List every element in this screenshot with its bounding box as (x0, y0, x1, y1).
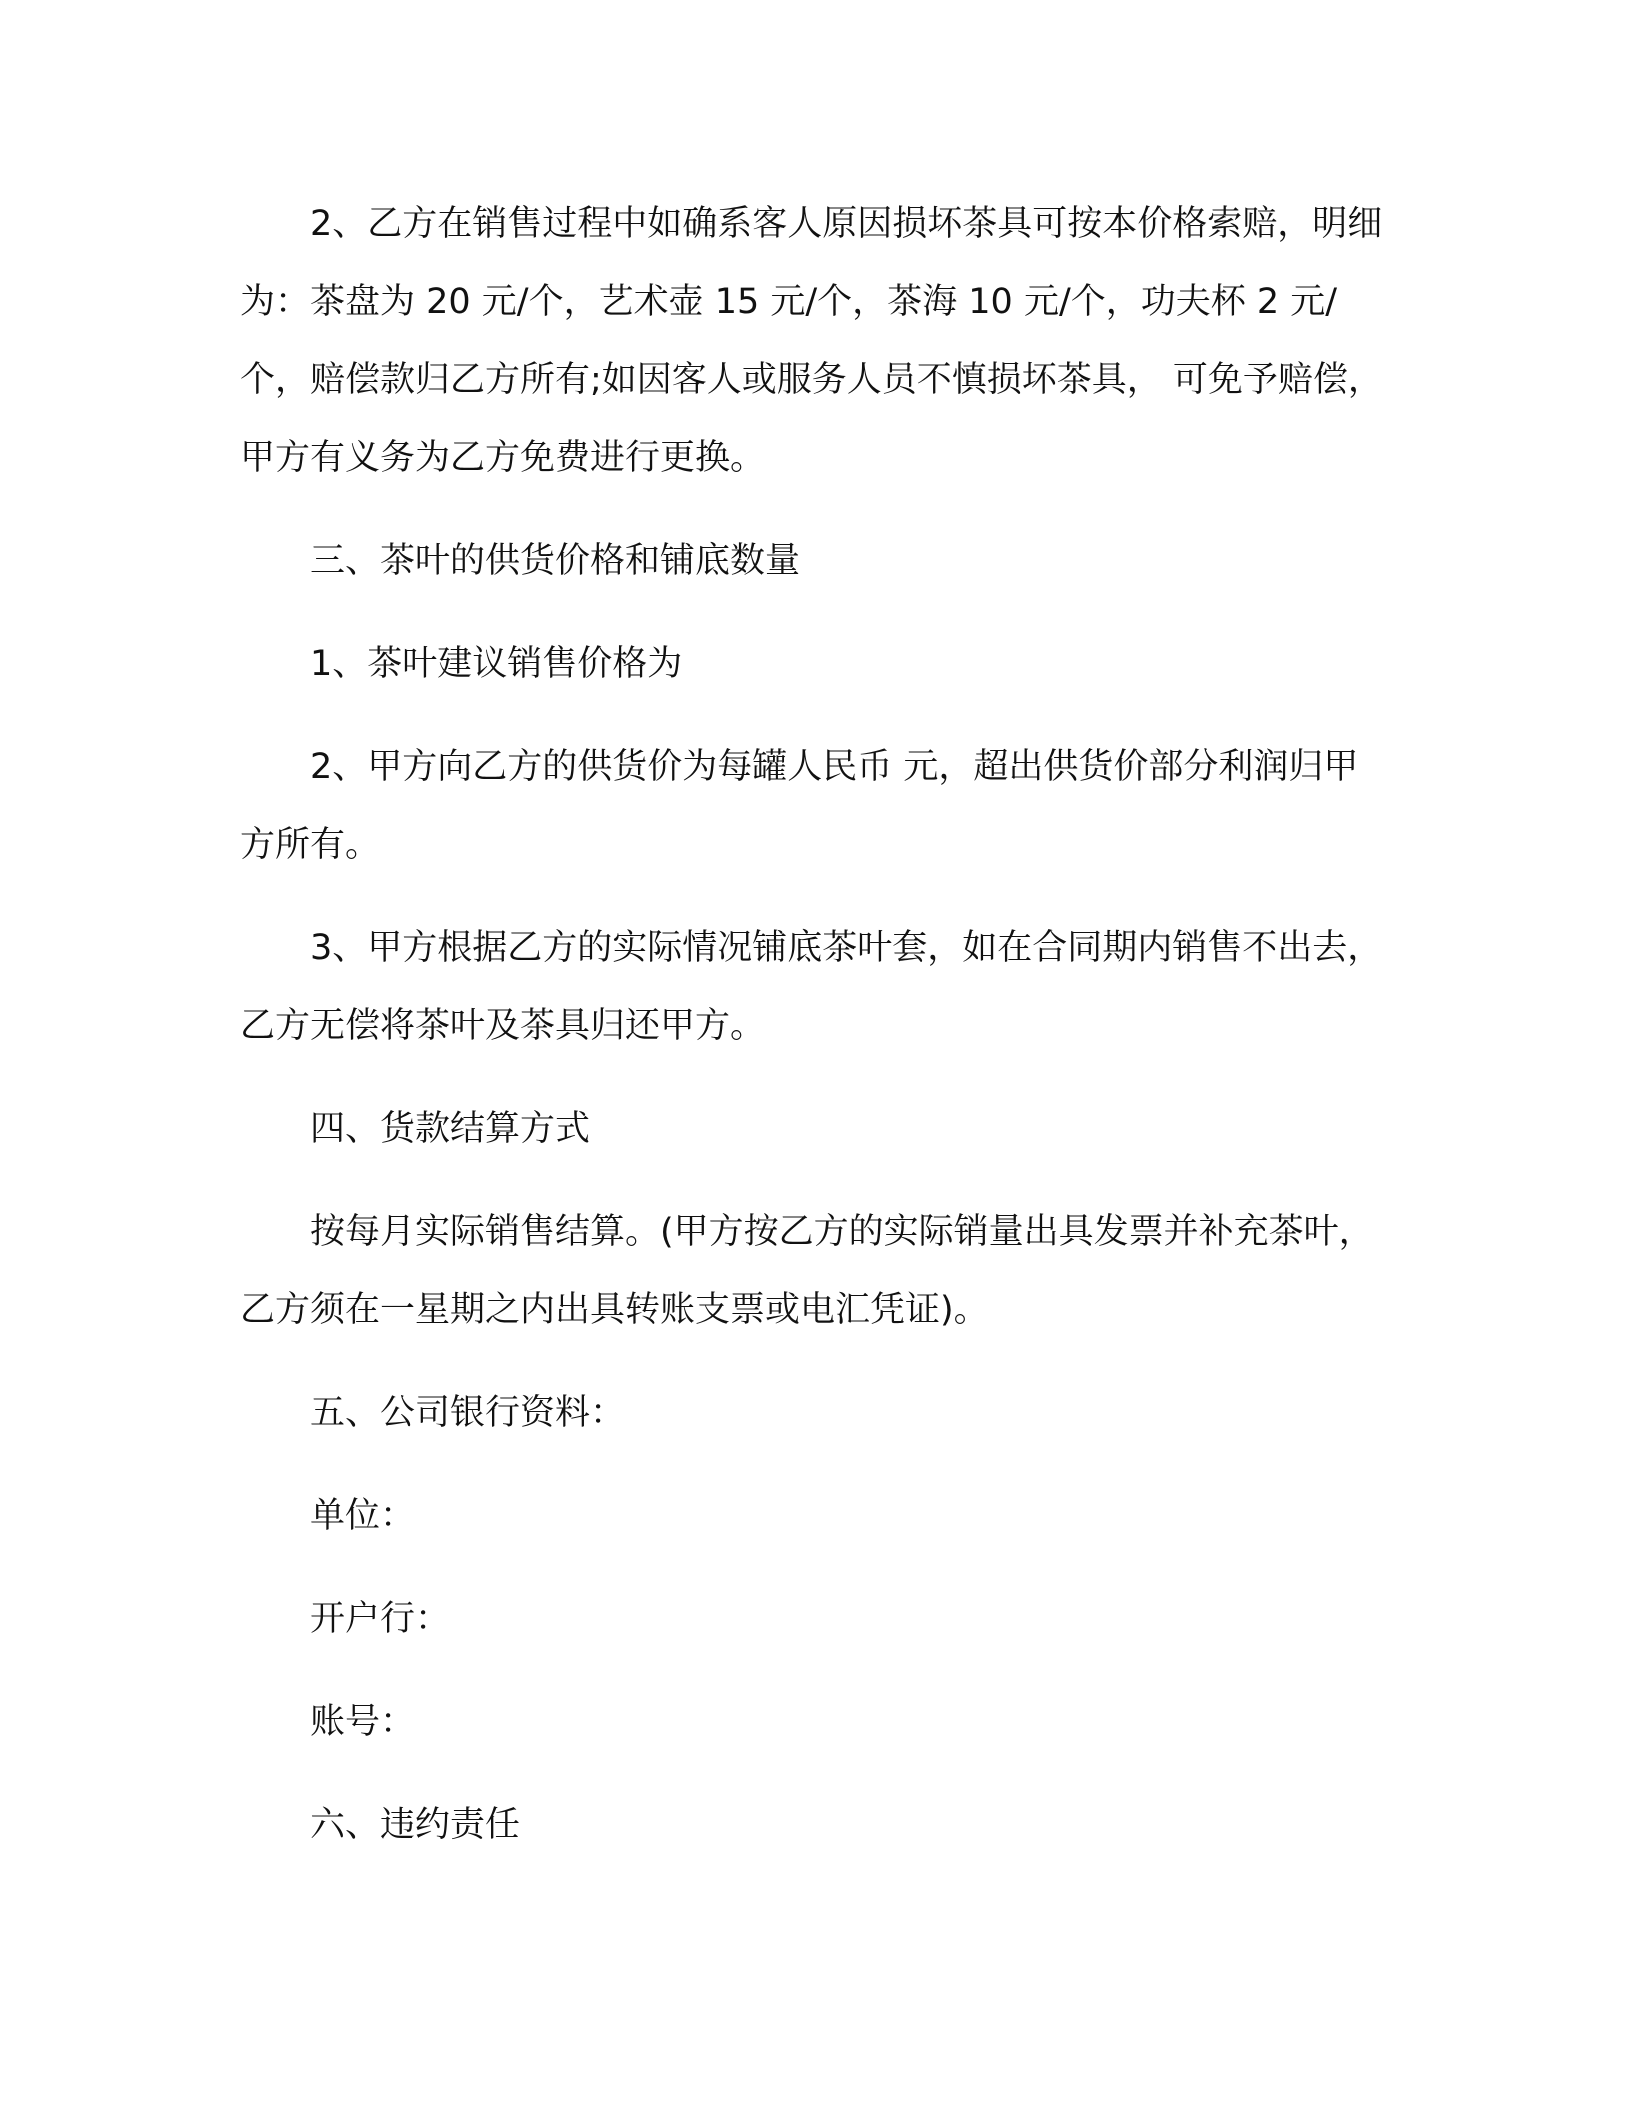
section-heading-breach-liability: 六、违约责任 (310, 1805, 521, 1845)
section-heading-settlement: 四、货款结算方式 (310, 1109, 591, 1149)
field-account-number: 账号： (310, 1702, 416, 1742)
field-bank: 开户行： (310, 1599, 451, 1639)
paragraph-supply-price: 2、甲方向乙方的供货价为每罐人民币 元，超出供货价部分利润归甲方所有。 (240, 747, 1359, 865)
document-body (240, 185, 1392, 1889)
paragraph-initial-stock: 3、甲方根据乙方的实际情况铺底茶叶套，如在合同期内销售不出去， 乙方无偿将茶叶及茶具归还甲方。 (240, 928, 1383, 1046)
field-company-name: 单位： (310, 1496, 416, 1536)
section-heading-bank-info: 五、公司银行资料： (310, 1393, 626, 1433)
paragraph-suggested-price: 1、茶叶建议销售价格为 (310, 644, 683, 684)
paragraph-monthly-settlement: 按每月实际销售结算。(甲方按乙方的实际销量出具发票并补充茶叶，乙方须在一星期之内出具转账支票或电汇凭证)。 (240, 1212, 1374, 1330)
section-heading-tea-supply: 三、茶叶的供货价格和铺底数量 (310, 541, 801, 581)
paragraph-damage-compensation: 2、乙方在销售过程中如确系客人原因损坏茶具可按本价格索赔，明细为：茶盘为 20 元/个，艺术壶 15 元/个，茶海 10 元/个，功夫杯 2 元/个，赔偿款归乙方所有;如因客人或服务人员不慎损坏茶具， 可免予赔偿，甲方有义务为乙方免费进行更换。 (240, 204, 1383, 478)
